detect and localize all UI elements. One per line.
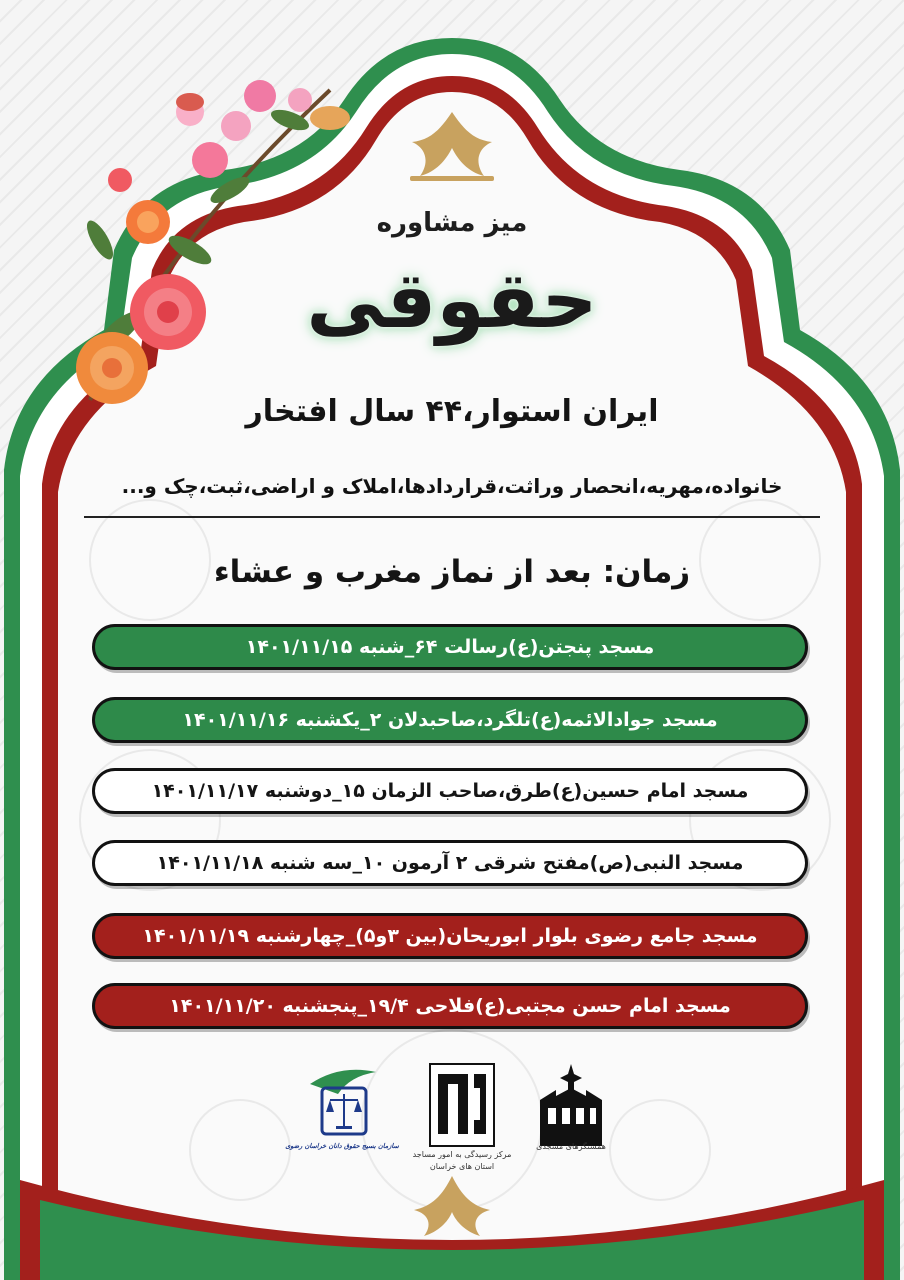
slogan: ایران استوار،۴۴ سال افتخار — [245, 394, 659, 429]
session-3: مسجد امام حسین(ع)طرق،صاحب الزمان ۱۵_دوشنبه ۱۴۰۱/۱۱/۱۷ — [92, 768, 808, 814]
session-2: مسجد جوادالائمه(ع)تلگرد،صاحبدلان ۲_یکشنبه ۱۴۰۱/۱۱/۱۶ — [92, 697, 808, 743]
calligraphy-logo-icon — [426, 1060, 498, 1150]
time-line: زمان: بعد از نماز مغرب و عشاء — [213, 554, 691, 590]
subtitle: میز مشاوره — [376, 208, 528, 238]
session-1: مسجد پنجتن(ع)رسالت ۶۴_شنبه ۱۴۰۱/۱۱/۱۵ — [92, 624, 808, 670]
center-logo-caption-1: مرکز رسیدگی به امور مساجد — [412, 1150, 512, 1159]
session-6: مسجد امام حسن مجتبی(ع)فلاحی ۱۹/۴_پنجشنبه ۱۴۰۱/۱۱/۲۰ — [92, 983, 808, 1029]
session-5: مسجد جامع رضوی بلوار ابوریحان(بین ۳و۵)_چهارشنبه ۱۴۰۱/۱۱/۱۹ — [92, 913, 808, 959]
justice-scale-icon — [300, 1064, 386, 1140]
page-title: حقوقی — [306, 256, 598, 346]
divider — [84, 516, 820, 518]
session-4: مسجد النبی(ص)مفتح شرقی ۲ آرمون ۱۰_سه شنبه ۱۴۰۱/۱۱/۱۸ — [92, 840, 808, 886]
center-logo-caption-2: استان های خراسان — [429, 1162, 495, 1171]
topics-line: خانواده،مهریه،انحصار وراثت،قراردادها،املاک و اراضی،ثبت،چک و... — [121, 474, 783, 498]
mosque-logo-caption: همسنگرهای مسجدی — [536, 1142, 606, 1151]
basij-logo-caption: سازمان بسیج حقوق دانان خراسان رضوی — [285, 1142, 399, 1150]
